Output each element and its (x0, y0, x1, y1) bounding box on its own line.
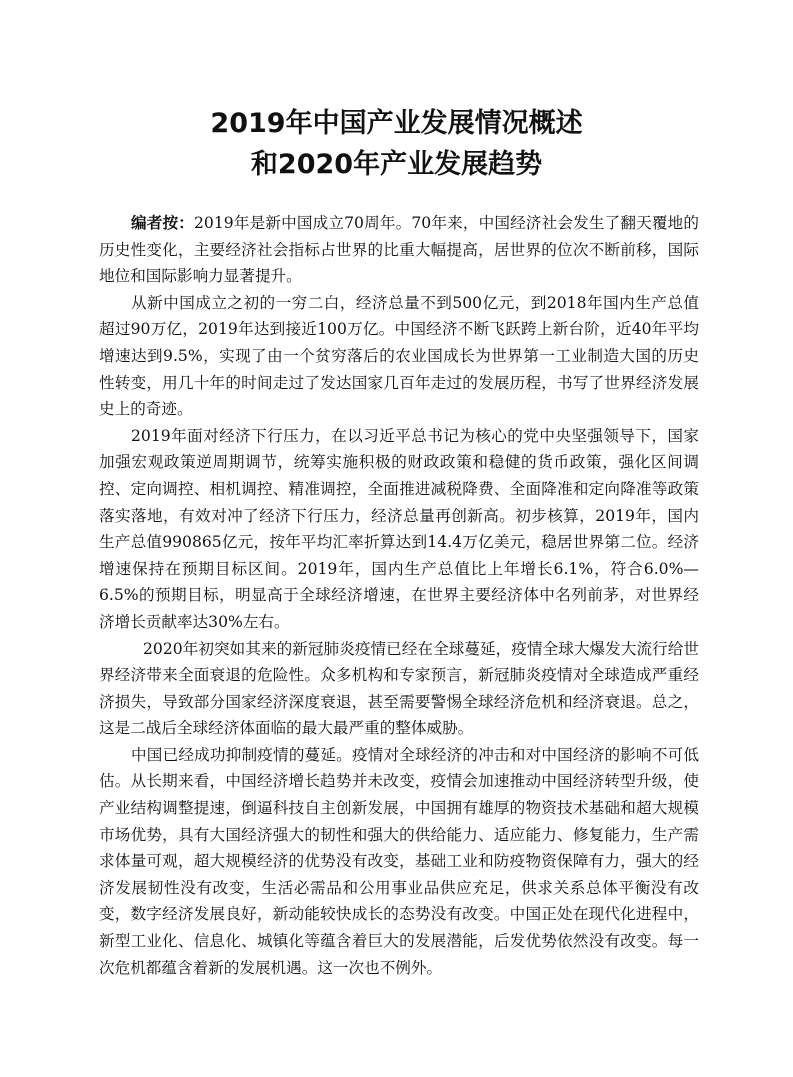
article-body (99, 210, 699, 981)
editor-note-text: 2019年是新中国成立70周年。70年来，中国经济社会发生了翻天覆地的历史性变化，主要经济社会指标占世界的比重大幅提高，居世界的位次不断前移，国际地位和国际影响力显著提升。 (99, 214, 699, 286)
document-title (0, 103, 793, 185)
editor-note-label: 编者按： (131, 214, 195, 232)
paragraph-history: 从新中国成立之初的一穷二白，经济总量不到500亿元，到2018年国内生产总值超过90万亿，2019年达到接近100万亿。中国经济不断飞跃跨上新台阶，近40年平均增速达到9.5%，实现了由一个贫穷落后的农业国成长为世界第一工业制造大国的历史性转变，用几十年的时间走过了发达国家几百年走过的发展历程，书写了世界经济发展史上的奇迹。 (99, 293, 699, 419)
title-line-1: 2019年中国产业发展情况概述 (210, 108, 583, 139)
paragraph-2020-pandemic: 2020年初突如其来的新冠肺炎疫情已经在全球蔓延，疫情全球大爆发大流行给世界经济带来全面衰退的危险性。众多机构和专家预言，新冠肺炎疫情对全球造成严重经济损失，导致部分国家经济深度衰退，甚至需要警惕全球经济危机和经济衰退。总之，这是二战后全球经济体面临的最大最严重的整体威胁。 (99, 639, 699, 738)
paragraph-china-outlook: 中国已经成功抑制疫情的蔓延。疫情对全球经济的冲击和对中国经济的影响不可低估。从长期来看，中国经济增长趋势并未改变，疫情会加速推动中国经济转型升级，使产业结构调整提速，倒逼科技自主创新发展，中国拥有雄厚的物资技术基础和超大规模市场优势，具有大国经济强大的韧性和强大的供给能力、适应能力、修复能力，生产需求体量可观，超大规模经济的优势没有改变，基础工业和防疫物资保障有力，强大的经济发展韧性没有改变，生活必需品和公用事业品供应充足，供求关系总体平衡没有改变，数字经济发展良好，新动能较快成长的态势没有改变。中国正处在现代化进程中，新型工业化、信息化、城镇化等蕴含着巨大的发展潜能，后发优势依然没有改变。每一次危机都蕴含着新的发展机遇。这一次也不例外。 (99, 745, 699, 977)
title-line-2: 和2020年产业发展趋势 (250, 149, 543, 180)
editor-note-paragraph (99, 210, 699, 290)
paragraph-2019-economy: 2019年面对经济下行压力，在以习近平总书记为核心的党中央坚强领导下，国家加强宏观政策逆周期调节，统筹实施积极的财政政策和稳健的货币政策，强化区间调控、定向调控、相机调控、精准调控，全面推进减税降费、全面降准和定向降准等政策落实落地，有效对冲了经济下行压力，经济总量再创新高。初步核算，2019年，国内生产总值990865亿元，按年平均汇率折算达到14.4万亿美元，稳居世界第二位。经济增速保持在预期目标区间。2019年，国内生产总值比上年增长6.1%，符合6.0%—6.5%的预期目标，明显高于全球经济增速，在世界主要经济体中名列前茅，对世界经济增长贡献率达30%左右。 (99, 426, 699, 631)
